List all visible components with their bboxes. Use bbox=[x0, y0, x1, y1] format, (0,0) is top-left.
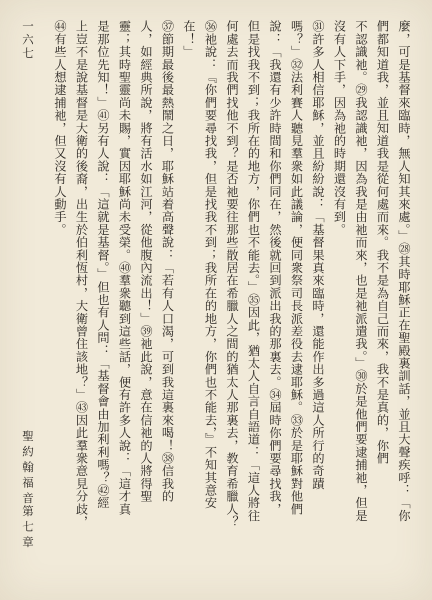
text-column: 人，如經典所說，將有活水如江河，從他腹內流出！」㊴祂此說，意在信祂的人將得聖 bbox=[139, 20, 153, 503]
text-column: 靈；其時聖靈尚未賜，實因耶穌尚未受榮。㊵羣衆聽到這些話，便有許多人說：「這才真 bbox=[117, 20, 132, 516]
text-column: 不認識祂。㉙我認識祂，因為我是由祂而來，也是祂派遣我。」㉚於是他們要逮捕祂，但是 bbox=[354, 20, 368, 522]
page-number: 一六七 bbox=[21, 20, 35, 61]
text-column: ㊲節期最後最熱鬧之日，耶穌站着高聲說：「若有人口渴，可到我這裏來喝！㊳信我的 bbox=[160, 20, 175, 503]
text-column: ㊹有些人想逮捕祂，但又沒有人動手。 bbox=[53, 20, 67, 236]
text-column: 上豈不是說基督是大衛的後裔，出生於伯利恆村，大衛曾住該地？」㊸因此羣衆意見分歧， bbox=[74, 20, 89, 528]
text-column: 說：「我還有少許時間和你們同在，然後就回到派出我的那裏去。㉞屆時你們要尋找我， bbox=[268, 20, 282, 516]
text-column: ㉛許多人相信耶穌，並且紛紛說：「基督果真來臨時，還能作出多過這人所行的奇蹟 bbox=[311, 20, 325, 490]
text-column: 是那位先知！」㊶另有人說：「這就是基督。」但也有人問：「基督會由加利利嗎？㊷經 bbox=[96, 20, 110, 510]
text-column: 但是找我不到；我所在的地方，你們也不能去。」㉟因此，猶太人自言自語道：「這人將往 bbox=[246, 20, 261, 522]
text-column: 麼，可是基督來臨時，無人知其來處。」㉘其時耶穌正在聖殿裏訓話，並且大聲疾呼：「你 bbox=[397, 20, 411, 522]
text-column: 們都知道我，並且知道我是從何處而來。我不是為自己而來，我不是真的，你們 bbox=[375, 20, 390, 465]
text-column: ㊱祂說：『你們要尋找我，但是找我不到；我所在的地方，你們也不能去，』不知其意安 bbox=[203, 20, 218, 510]
text-column: 嗎？」㉜法利賽人聽見羣衆如此議論，便同衆祭司長派差役去逮耶穌。㉝於是耶穌對他們 bbox=[289, 20, 304, 516]
book-title: 聖約翰福音 bbox=[21, 430, 35, 508]
text-column: 在！」 bbox=[182, 20, 196, 59]
body-text bbox=[12, 20, 414, 580]
text-column: 何處去而我們找他不到？是否祂要往那些散居在希臘人之間的猶太人那裏去，教育希臘人？ bbox=[225, 20, 239, 528]
text-column: 沒有人下手，因為祂的時期還沒有到。 bbox=[332, 20, 347, 236]
chapter-label: 第七章 bbox=[21, 505, 35, 552]
